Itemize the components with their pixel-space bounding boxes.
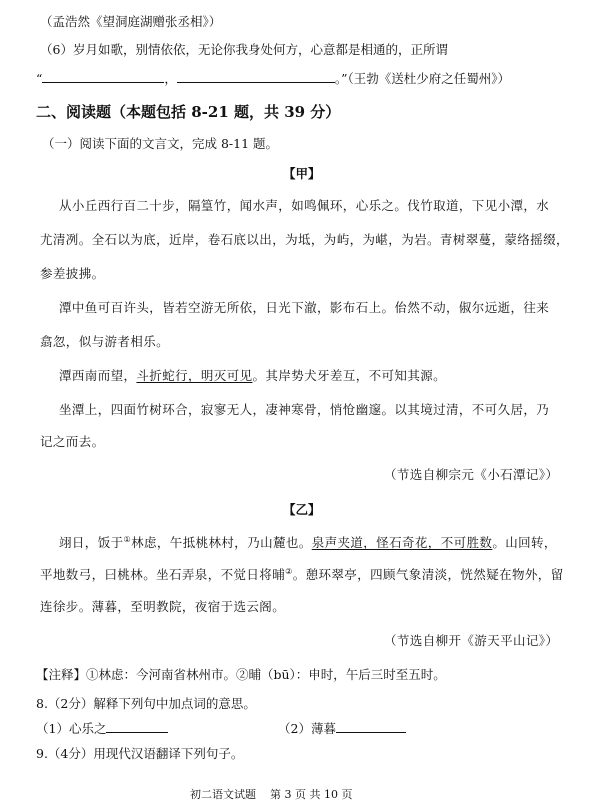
yi-p1-pre: 翊日，饭于 (59, 535, 124, 551)
note-marker-2: ② (285, 567, 293, 576)
yi-source: （节选自柳开《游天平山记》） (384, 633, 559, 648)
jia-line-8: 记之而去。 (40, 434, 105, 449)
yi-line-1 (59, 535, 557, 550)
jia-line-4: 潭中鱼可百许头，皆若空游无所依，日光下澈，影布石上。佁然不动，俶尔远逝，往来 (59, 300, 550, 315)
question-6-blank-line (36, 70, 510, 86)
answer-blank-1 (42, 70, 164, 83)
answer-blank-2 (177, 70, 335, 83)
note-marker-1: ① (123, 535, 132, 544)
question-8: 8.（2分）解释下列句中加点词的意思。 (36, 696, 256, 711)
line-mengharan-source: （孟浩然《望洞庭湖赠张丞相》） (40, 14, 222, 29)
q8-item2-blank (336, 720, 406, 733)
jia-source: （节选自柳宗元《小石潭记》） (384, 467, 559, 482)
q8-item2-label: （2）薄暮 (278, 721, 336, 736)
yi-p1-post: 。山回转， (492, 535, 557, 551)
yi-p1-mid: 林虑，午抵桃林村，乃山麓也。 (131, 535, 312, 551)
open-quote: “ (36, 71, 43, 86)
jia-line-3: 参差披拂。 (40, 266, 105, 281)
jia-p3-pre: 潭西南而望， (59, 368, 137, 383)
jia-p3-post: 。其岸势犬牙差互，不可知其源。 (252, 368, 447, 383)
yi-p2-post: 。憩环翠亭，四顾气象清淡，恍然疑在物外，留 (292, 567, 564, 583)
yi-line-2 (40, 567, 564, 582)
jia-line-7: 坐潭上，四面竹树环合，寂寥无人，凄神寒骨，悄怆幽邃。以其境过清，不可久居，乃 (59, 402, 550, 417)
jia-line-5: 翕忽，似与游者相乐。 (40, 334, 170, 349)
question-6-line: （6）岁月如歌，别情依依，无论你我身处何方，心意都是相通的，正所谓 (40, 42, 448, 57)
yi-underlined-phrase: 泉声夹道，怪石奇花，不可胜数 (311, 535, 493, 551)
comma: ， (164, 71, 177, 86)
passage-yi-label: 【乙】 (283, 502, 321, 517)
section-2-title: 二、阅读题（本题包括 8-21 题，共 39 分） (36, 103, 341, 121)
jia-line-1: 从小丘西行百二十步，隔篁竹，闻水声，如鸣佩环，心乐之。伐竹取道，下见小潭，水 (59, 198, 550, 213)
jia-line-6 (59, 368, 446, 383)
yi-line-3: 连徐步。薄暮，至明教院，夜宿于选云阁。 (40, 599, 286, 614)
jia-line-2: 尤清冽。全石以为底，近岸，卷石底以出，为坻，为屿，为嵁，为岩。青树翠蔓，蒙络摇缀， (40, 232, 569, 247)
question-8-item-1 (36, 720, 168, 736)
q8-item1-blank (106, 720, 168, 733)
annotations: 【注释】①林虑：今河南省林州市。②晡（bū）：申时，午后三时至五时。 (36, 667, 446, 682)
question-9: 9.（4分）用现代汉语翻译下列句子。 (36, 746, 244, 761)
question-8-item-2 (278, 720, 406, 736)
subsection-1-title: （一）阅读下面的文言文，完成 8-11 题。 (42, 136, 279, 151)
page-footer: 初二语文试题 第 3 页 共 10 页 (190, 788, 353, 801)
jia-underlined-phrase: 斗折蛇行，明灭可见 (136, 368, 253, 383)
passage-jia-label: 【甲】 (283, 166, 321, 181)
yi-p2-pre: 平地数弓，曰桃林。坐石弄泉，不觉日将晡 (40, 567, 286, 583)
q8-item1-label: （1）心乐之 (36, 721, 107, 736)
wangbo-source: 。”（王勃《送杜少府之任蜀州》） (334, 71, 511, 86)
